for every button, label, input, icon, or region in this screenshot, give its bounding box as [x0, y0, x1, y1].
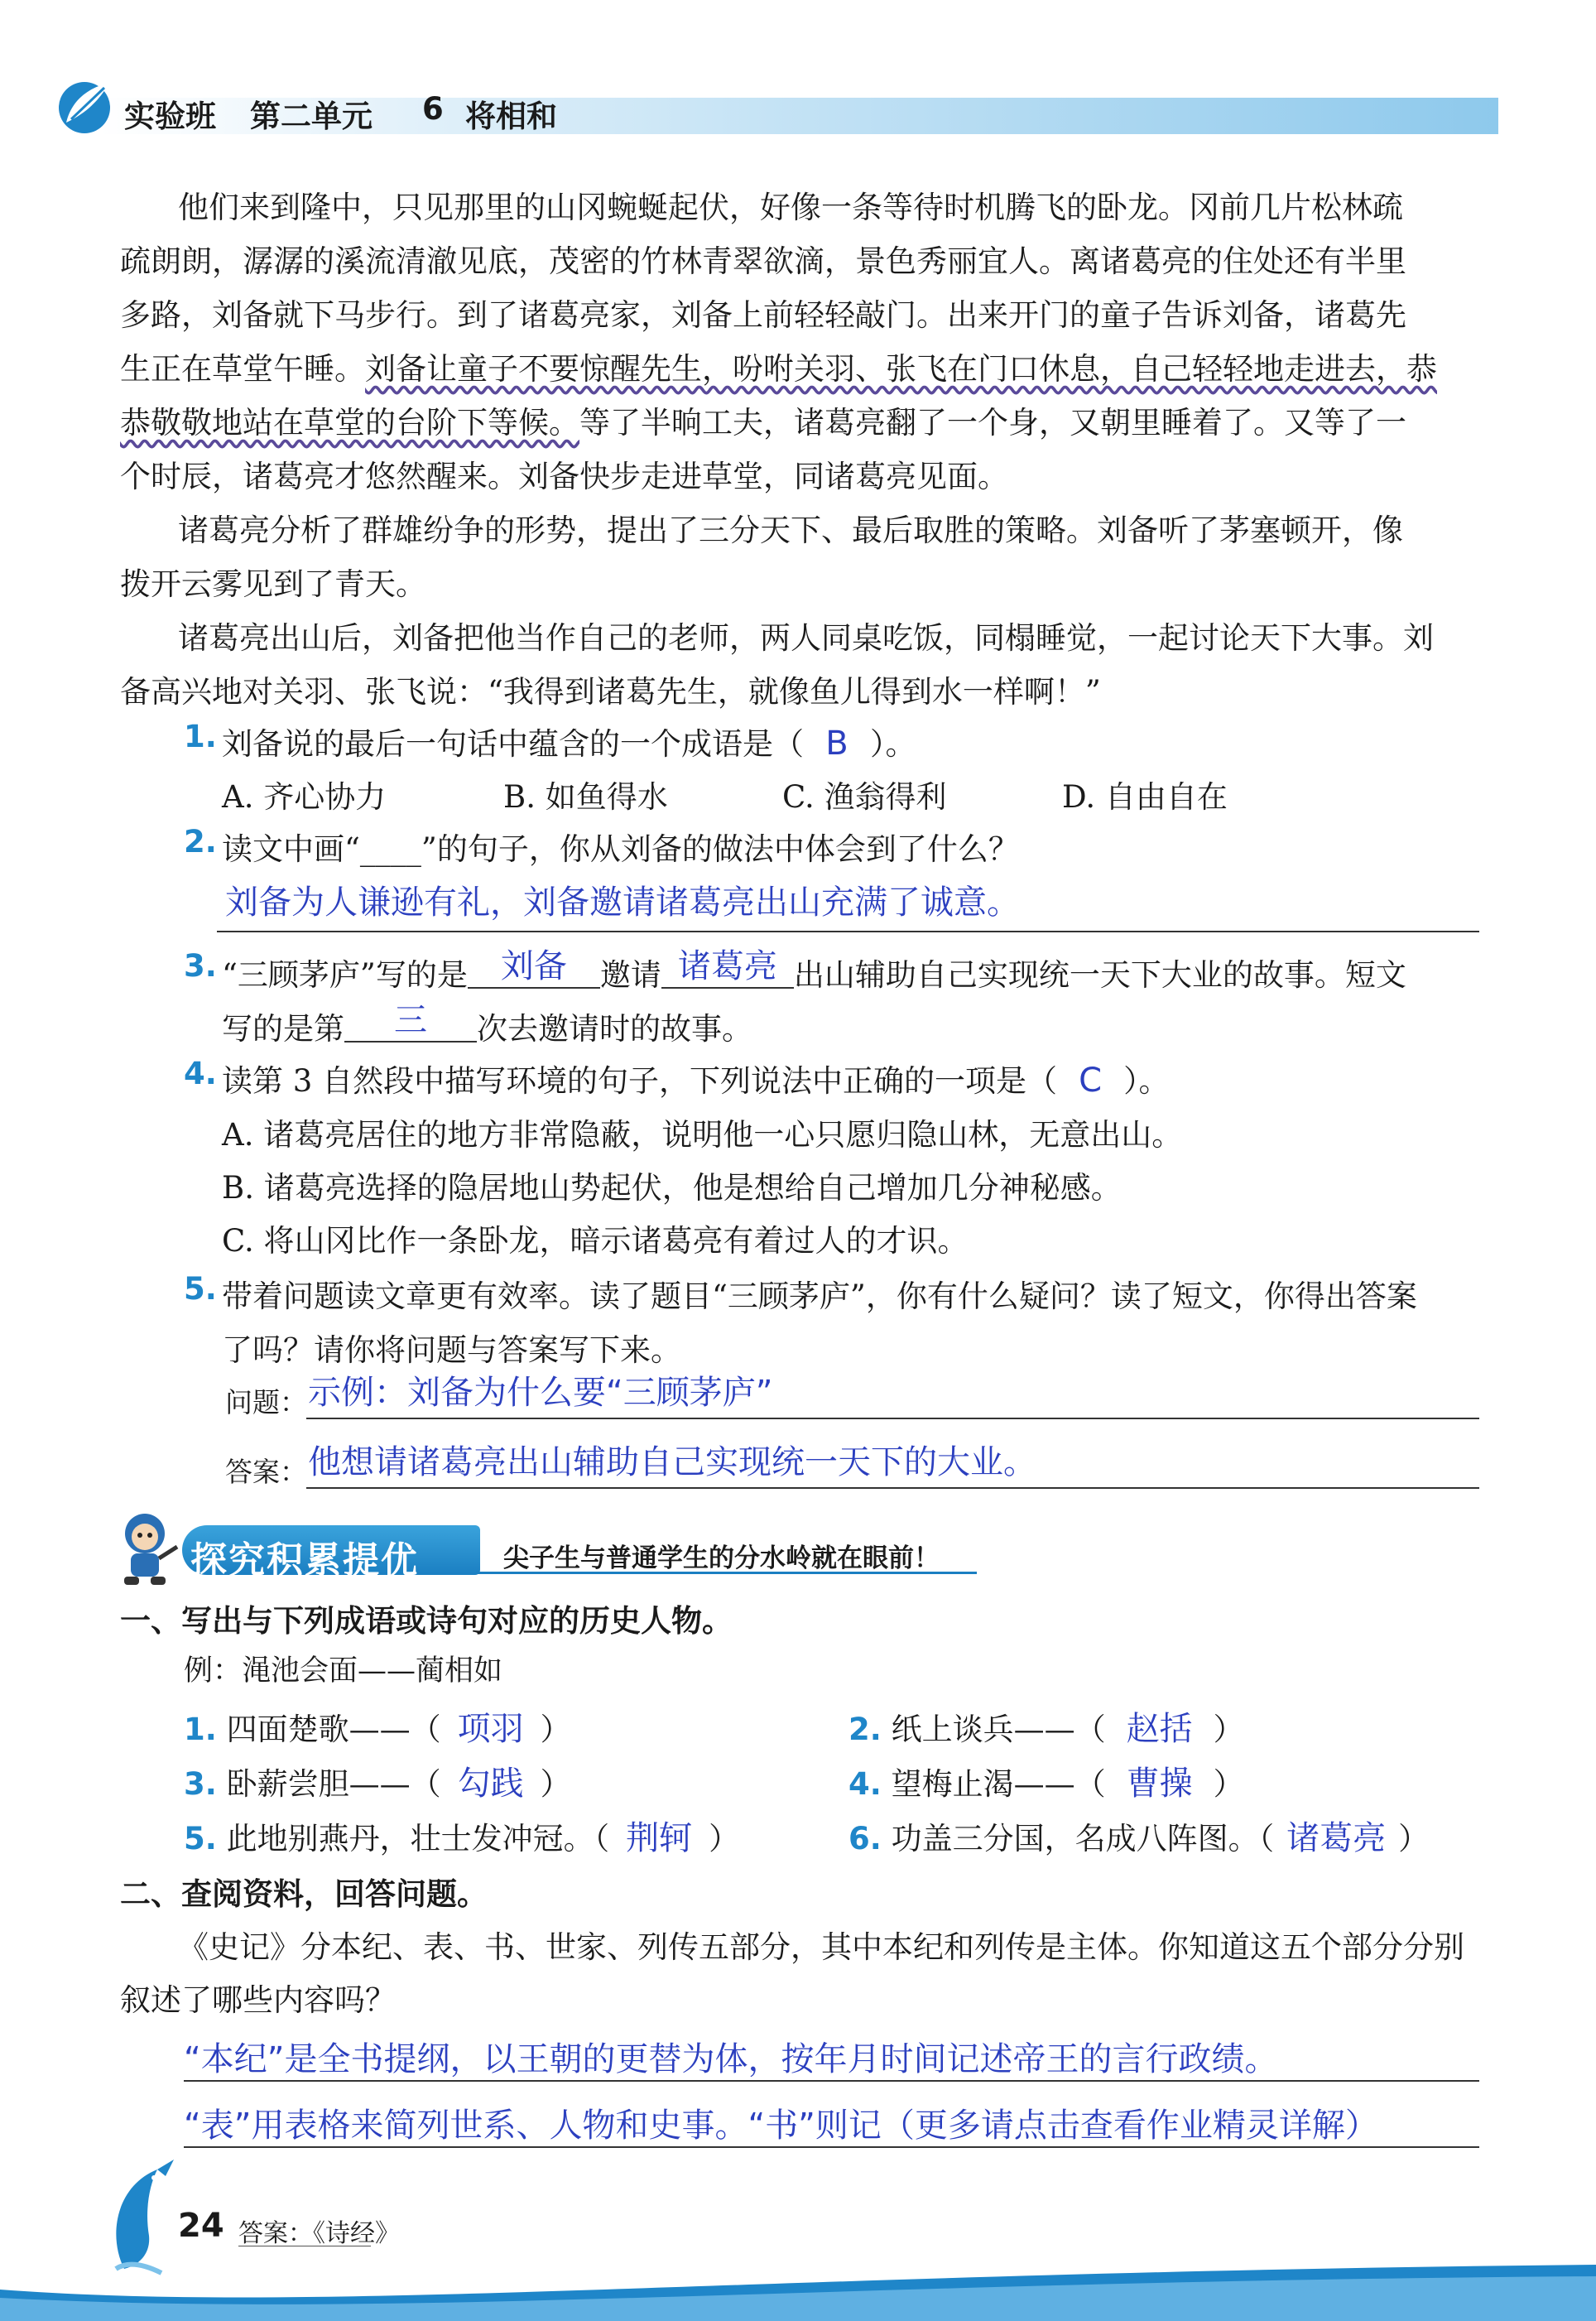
question-1 [222, 719, 916, 763]
handwritten-answer: 他想请诸葛亮出山辅助自己实现统一天下的大业。 [308, 1443, 1036, 1481]
item-close: ） [1398, 1821, 1430, 1856]
fill-blank-2: 诸葛亮 [661, 940, 794, 989]
mascot-icon [108, 1507, 182, 1590]
example: 例：渑池会面——蔺相如 [184, 1654, 503, 1688]
part1-heading: 一、写出与下列成语或诗句对应的历史人物。 [120, 1603, 733, 1639]
question-text: 刘备说的最后一句话中蕴含的一个成语是（ [222, 726, 804, 762]
passage-line: 备高兴地对关羽、张飞说：“我得到诸葛先生，就像鱼儿得到水一样啊！” [120, 674, 1101, 710]
question-close: ）。 [870, 726, 916, 762]
item-number: 3. [184, 1766, 217, 1802]
item-close: ） [1213, 1766, 1244, 1802]
fill-blank-3: 三 [344, 994, 477, 1043]
option: B. 诸葛亮选择的隐居地山势起伏，他是想给自己增加几分神秘感。 [222, 1170, 1122, 1206]
passage-line: 多路，刘备就下马步行。到了诸葛亮家，刘备上前轻轻敲门。出来开门的童子告诉刘备，诸葛先 [120, 297, 1406, 333]
question-number: 3. [184, 948, 217, 984]
part2-text: 《史记》分本纪、表、书、世家、列传五部分，其中本纪和列传是主体。你知道这五个部分分别 [178, 1929, 1464, 1965]
passage-text: 生正在草堂午睡。 [120, 351, 365, 387]
answer-line [217, 931, 1479, 932]
question-4 [222, 1056, 1170, 1100]
question-text: 写的是第 [222, 1011, 344, 1047]
footer-answer-note: 答案：《诗经》 [238, 2219, 400, 2248]
answer-label: 答案： [225, 1456, 307, 1488]
question-number: 4. [184, 1056, 217, 1091]
handwritten-question: 示例：刘备为什么要“三顾茅庐” [308, 1374, 773, 1412]
header-lesson-title: 将相和 [465, 99, 557, 134]
item-text: 四面楚歌——（ [226, 1712, 441, 1747]
underlined-sentence: 刘备让童子不要惊醒先生，吩咐关羽、张飞在门口休息，自己轻轻地走进去，恭 [365, 351, 1437, 387]
item-number: 2. [848, 1712, 882, 1747]
answer-choice: B [825, 725, 848, 763]
passage-line: 疏朗朗，潺潺的溪流清澈见底，茂密的竹林青翠欲滴，景色秀丽宜人。离诸葛亮的住处还有半里 [120, 243, 1406, 279]
question-number: 5. [184, 1271, 217, 1307]
option: B. 如鱼得水 [503, 779, 668, 815]
item-number: 6. [848, 1821, 882, 1856]
item-number: 5. [184, 1821, 217, 1856]
item-text: 卧薪尝胆——（ [226, 1766, 441, 1802]
item-close: ） [540, 1712, 571, 1747]
option: D. 自由自在 [1062, 779, 1228, 815]
question-text: “三顾茅庐”写的是 [222, 957, 468, 993]
item-answer: 项羽 [457, 1710, 524, 1748]
match-item [848, 1757, 1244, 1804]
passage-line: 诸葛亮分析了群雄纷争的形势，提出了三分天下、最后取胜的策略。刘备听了茅塞顿开，像 [178, 513, 1403, 548]
header-unit: 第二单元 [250, 99, 373, 134]
item-text: 纸上谈兵——（ [891, 1712, 1106, 1747]
question-close: ）。 [1123, 1063, 1170, 1099]
question-text: 出山辅助自己实现统一天下大业的故事。短文 [793, 957, 1406, 993]
underlined-sentence-end: 恭敬敬地站在草堂的台阶下等候。 [120, 405, 579, 441]
match-item [848, 1812, 1429, 1859]
passage-line: 拨开云雾见到了青天。 [120, 566, 426, 602]
question-3-continued [222, 1002, 752, 1051]
item-close: ） [1213, 1712, 1244, 1747]
question-text: 次去邀请时的故事。 [477, 1011, 752, 1047]
question-number: 2. [184, 824, 217, 860]
leaf-logo-icon [55, 76, 114, 136]
item-close: ） [709, 1821, 740, 1856]
question-text: 了吗？请你将问题与答案写下来。 [222, 1332, 681, 1368]
question-text: 读文中画“____”的句子，你从刘备的做法中体会到了什么？ [222, 831, 1019, 867]
item-text: 此地别燕丹，壮士发冲冠。（ [226, 1821, 610, 1856]
question-text: 邀请 [599, 957, 661, 993]
handwritten-answer: “本纪”是全书提纲，以王朝的更替为体，按年月时间记述帝王的言行政绩。 [184, 2040, 1278, 2078]
footer-wave [0, 2265, 1596, 2321]
passage-line: 个时辰，诸葛亮才悠然醒来。刘备快步走进草堂，同诸葛亮见面。 [120, 459, 1008, 494]
section-title: 探究积累提优 [190, 1539, 419, 1582]
item-text: 功盖三分国，名成八阵图。（ [891, 1821, 1275, 1856]
answer-line [306, 1487, 1479, 1489]
option: C. 将山冈比作一条卧龙，暗示诸葛亮有着过人的才识。 [222, 1223, 969, 1259]
match-item [184, 1702, 571, 1750]
item-number: 1. [184, 1712, 217, 1747]
option: A. 齐心协力 [222, 779, 387, 815]
passage-line [120, 397, 1406, 442]
question-number: 1. [184, 719, 217, 754]
passage-text: 等了半晌工夫，诸葛亮翻了一个身，又朝里睡着了。又等了一 [579, 405, 1406, 441]
item-number: 4. [848, 1766, 882, 1802]
fill-blank-1: 刘备 [468, 940, 600, 989]
part2-text: 叙述了哪些内容吗？ [120, 1982, 396, 2018]
passage-line: 他们来到隆中，只见那里的山冈蜿蜒起伏，好像一条等待时机腾飞的卧龙。冈前几片松林疏 [178, 190, 1403, 225]
part2-heading: 二、查阅资料，回答问题。 [120, 1876, 488, 1912]
section-slogan: 尖子生与普通学生的分水岭就在眼前！ [503, 1543, 940, 1573]
item-answer: 诸葛亮 [1286, 1819, 1387, 1857]
slogan-underline [476, 1572, 977, 1574]
item-answer: 曹操 [1126, 1765, 1193, 1803]
handwritten-answer: 刘备为人谦逊有礼，刘备邀请诸葛亮出山充满了诚意。 [225, 884, 1020, 922]
answer-line [184, 2146, 1479, 2148]
question-text: 读第 3 自然段中描写环境的句子，下列说法中正确的一项是（ [222, 1063, 1058, 1099]
question-text: 带着问题读文章更有效率。读了题目“三顾茅庐”，你有什么疑问？读了短文，你得出答案 [222, 1278, 1417, 1314]
item-text: 望梅止渴——（ [891, 1766, 1106, 1802]
dolphin-icon [99, 2153, 182, 2277]
handwritten-answer: “表”用表格来简列世系、人物和史事。“书”则记（更多请点击查看作业精灵详解） [184, 2107, 1378, 2145]
match-item [848, 1702, 1244, 1750]
question-3 [222, 948, 1406, 997]
header-lesson-number: 6 [422, 91, 444, 127]
question-label: 问题： [225, 1386, 307, 1418]
answer-choice: C [1079, 1062, 1103, 1100]
item-answer: 赵括 [1126, 1710, 1193, 1748]
item-answer: 荆轲 [626, 1819, 693, 1857]
passage-line: 诸葛亮出山后，刘备把他当作自己的老师，两人同桌吃饭，同榻睡觉，一起讨论天下大事。刘 [178, 620, 1434, 656]
option: C. 渔翁得利 [782, 779, 947, 815]
item-close: ） [540, 1766, 571, 1802]
item-answer: 勾践 [457, 1765, 524, 1803]
passage-line [120, 344, 1437, 388]
page-number: 24 [178, 2207, 224, 2245]
answer-line [184, 2080, 1479, 2082]
match-item [184, 1812, 739, 1859]
header-series: 实验班 [124, 99, 216, 134]
match-item [184, 1757, 571, 1804]
answer-line [306, 1418, 1479, 1419]
option: A. 诸葛亮居住的地方非常隐蔽，说明他一心只愿归隐山林，无意出山。 [222, 1117, 1183, 1153]
